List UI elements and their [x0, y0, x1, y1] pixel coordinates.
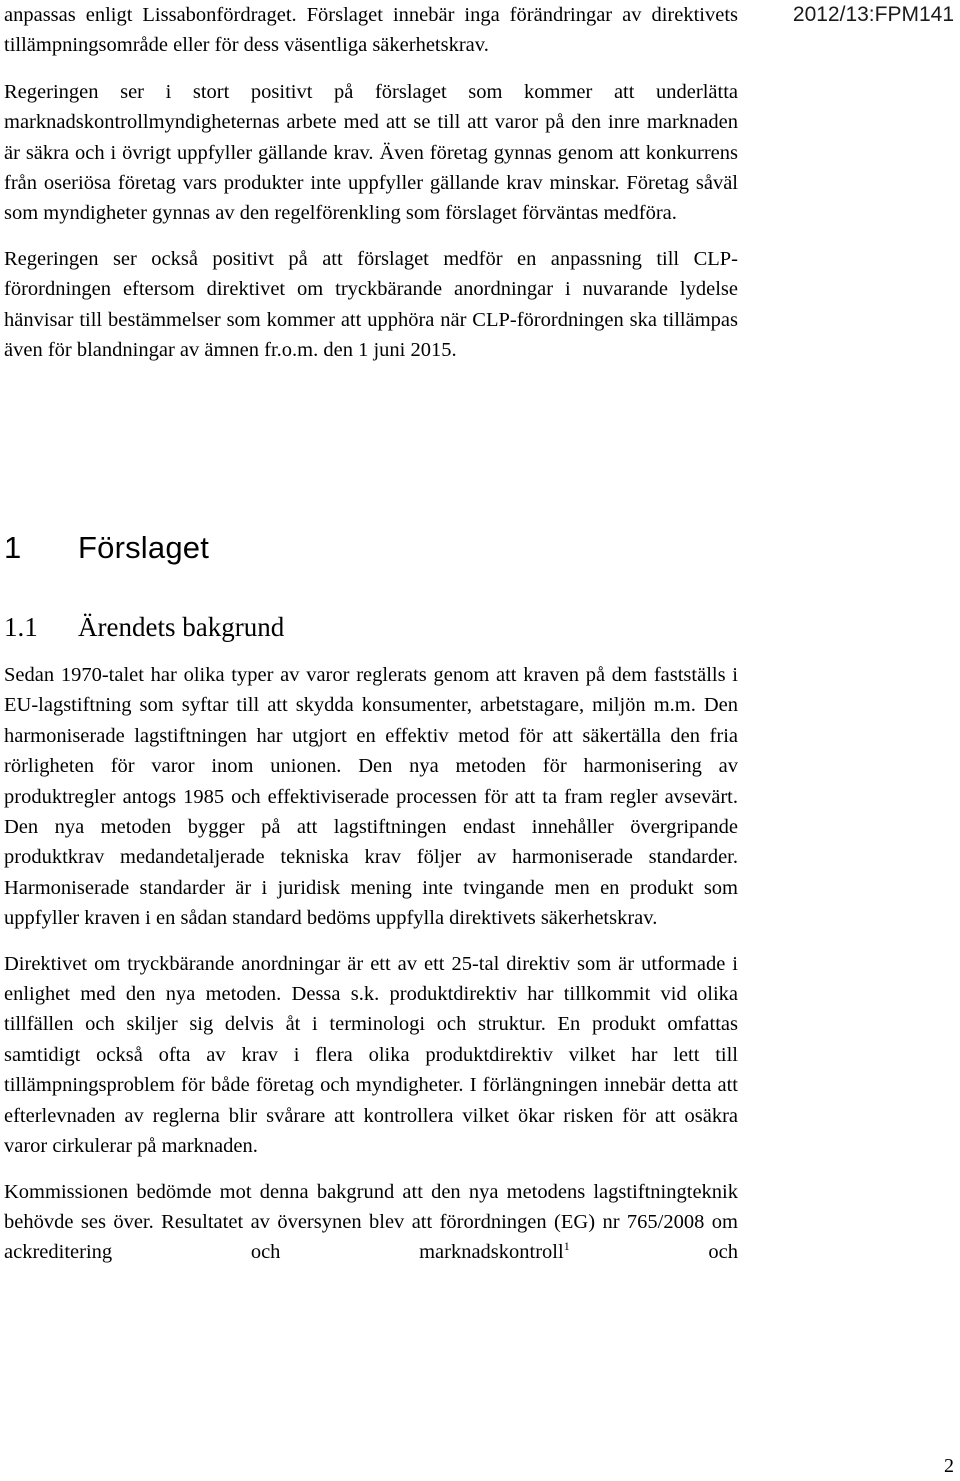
paragraph-commission-text: Kommissionen bedömde mot denna bakgrund att den nya metodens lagstiftningteknik behövde ses över. Resultatet av översynen blev att förordningen (EG) nr 765/2008 om ackreditering och marknadskontroll	[4, 1180, 738, 1264]
subsection-title: Ärendets bakgrund	[78, 612, 285, 642]
paragraph-commission	[4, 1177, 738, 1268]
footnote-reference[interactable]: 1	[563, 1239, 570, 1254]
subsection-number: 1.1	[4, 612, 38, 642]
section-heading-1-1	[4, 610, 284, 644]
section-number: 1	[4, 530, 22, 565]
paragraph-positive-view: Regeringen ser i stort positivt på förslaget som kommer att underlätta marknadskontrollmyndigheternas arbete med att se till att varor på den inre marknaden är säkra och i övrigt uppfyller gällande krav. Även företag gynnas genom att konkurrens från oseriösa företag vars produkter inte uppfyller gällande krav minskar. Företag såväl som myndigheter gynnas av den regelförenkling som förslaget förväntas medföra.	[4, 80, 738, 225]
paragraph-commission-tail: och	[569, 1241, 738, 1264]
paragraph-background: Sedan 1970-talet har olika typer av varor reglerats genom att kraven på dem fastställs i EU-lagstiftning som syftar till att skydda konsumenter, arbetstagare, miljön m.m. Den harmoniserade lagstiftningen har utgjort en effektiv metod för att säkertälla den fria rörligheten för varor inom unionen. Den nya metoden för harmonisering av produktregler antogs 1985 och effektiviserade processen för att ta fram regler avsevärt. Den nya metoden bygger på att lagstiftningen endast innehåller övergripande produktkrav medandetaljerade tekniska krav följer av harmoniserade standarder. Harmoniserade standarder är i juridisk mening inte tvingande men en produkt som uppfyller kraven i en sådan standard bedöms uppfylla direktivets säkerhetskrav.	[4, 664, 738, 930]
paragraph-clp-alignment: Regeringen ser också positivt på att förslaget medför en anpassning till CLP-förordningen eftersom direktivet om tryckbärande anordningar i nuvarande lydelse hänvisar till bestämmelser som kommer att upphöra när CLP-förordningen ska tillämpas även för blandningar av ämnen fr.o.m. den 1 juni 2015.	[4, 247, 738, 362]
paragraph-product-directives: Direktivet om tryckbärande anordningar är ett av ett 25-tal direktiv som är utformade i enlighet med den nya metoden. Dessa s.k. produktdirektiv har tillkommit vid olika tillfällen och skiljer sig delvis åt i terminologi och struktur. En produkt omfattas samtidigt också ofta av krav i flera olika produktdirektiv vilket har lett till tillämpningsproblem för både företag och myndigheter. I förlängningen innebär detta att efterlevnaden av reglerna blir svårare att kontrollera vilket ökar risken för att osäkra varor cirkulerar på marknaden.	[4, 952, 738, 1158]
section-title: Förslaget	[78, 530, 210, 565]
paragraph-continuation: anpassas enligt Lissabonfördraget. Förslaget innebär inga förändringar av direktivets tillämpningsområde eller för dess väsentliga säkerhetskrav.	[4, 4, 738, 57]
section-body	[4, 660, 738, 1268]
intro-text	[4, 0, 738, 365]
section-heading-1	[4, 528, 209, 568]
page-number: 2	[944, 1455, 954, 1477]
document-id: 2012/13:FPM141	[792, 3, 954, 26]
